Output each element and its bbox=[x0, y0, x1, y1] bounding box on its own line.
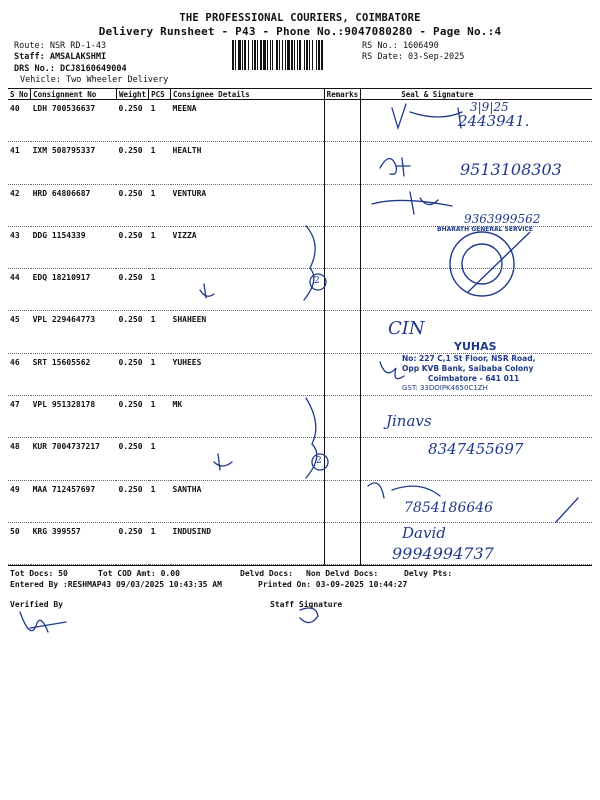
stamp-gst: GST: 33DOIPK4650C1ZH bbox=[402, 384, 488, 392]
row-consignee: INDUSIND bbox=[171, 522, 325, 564]
total-cod: Tot COD Amt: 0.00 bbox=[98, 569, 180, 578]
staff: Staff: AMSALAKSHMI bbox=[14, 52, 107, 62]
handwriting-50-name: David bbox=[402, 524, 446, 542]
row-pcs: 1 bbox=[149, 396, 171, 438]
delivered-docs: Delvd Docs: bbox=[240, 569, 293, 578]
row-consignment: EDQ 18210917 bbox=[31, 269, 117, 311]
verified-signature bbox=[20, 612, 66, 632]
entered-by: Entered By :RESHMAP43 09/03/2025 10:43:35 AM bbox=[10, 580, 222, 589]
handwriting-48-phone: 8347455697 bbox=[428, 440, 524, 458]
row-consignee: SANTHA bbox=[171, 480, 325, 522]
col-seal: Seal & Signature bbox=[361, 89, 592, 100]
row-weight: 0.250 bbox=[116, 353, 148, 395]
verified-by: Verified By bbox=[10, 600, 63, 609]
row-sno: 47 bbox=[8, 396, 31, 438]
row-weight: 0.250 bbox=[116, 184, 148, 226]
row-consignment: HRD 64806687 bbox=[31, 184, 117, 226]
vehicle: Vehicle: Two Wheeler Delivery bbox=[20, 75, 169, 85]
staff-signature-mark bbox=[300, 608, 318, 623]
row-consignment: LDH 700536637 bbox=[31, 100, 117, 142]
row-sno: 42 bbox=[8, 184, 31, 226]
row-sno: 44 bbox=[8, 269, 31, 311]
row-weight: 0.250 bbox=[116, 226, 148, 268]
row-weight: 0.250 bbox=[116, 311, 148, 353]
handwriting-40-phone: 2443941. bbox=[458, 112, 530, 130]
row-consignee: YUHEES bbox=[171, 353, 325, 395]
stamp-title: YUHAS bbox=[454, 340, 497, 353]
row-sno: 40 bbox=[8, 100, 31, 142]
slash-49 bbox=[556, 498, 578, 522]
row-pcs: 1 bbox=[149, 522, 171, 564]
row-consignment: VPL 951328178 bbox=[31, 396, 117, 438]
row-consignment: DDG 1154339 bbox=[31, 226, 117, 268]
handwriting-47: Jinavs bbox=[386, 412, 432, 430]
stamp-address-1: No: 227 C,1 St Floor, NSR Road, bbox=[402, 354, 536, 363]
mark-44 bbox=[200, 284, 214, 298]
col-consignee: Consignee Details bbox=[171, 89, 325, 100]
row-sno: 48 bbox=[8, 438, 31, 480]
rs-number: RS No.: 1606490 bbox=[362, 41, 439, 51]
row-pcs: 1 bbox=[149, 184, 171, 226]
col-weight: Weight bbox=[116, 89, 148, 100]
row-weight: 0.250 bbox=[116, 522, 148, 564]
drs-number: DRS No.: DCJ8160649004 bbox=[14, 64, 127, 74]
row-sno: 41 bbox=[8, 142, 31, 184]
row-weight: 0.250 bbox=[116, 142, 148, 184]
row-consignment: SRT 15605562 bbox=[31, 353, 117, 395]
round-stamp-text: BHARATH GENERAL SERVICE bbox=[437, 226, 533, 233]
signature-41 bbox=[380, 158, 410, 176]
handwriting-49-phone: 7854186646 bbox=[404, 500, 494, 516]
row-weight: 0.250 bbox=[116, 396, 148, 438]
row-consignee: HEALTH bbox=[171, 142, 325, 184]
row-consignment: MAA 712457697 bbox=[31, 480, 117, 522]
non-delivered-docs: Non Delvd Docs: bbox=[306, 569, 379, 578]
staff-signature: Staff Signature bbox=[270, 600, 343, 609]
total-docs: Tot Docs: 50 bbox=[10, 569, 68, 578]
row-consignee: SHAHEEN bbox=[171, 311, 325, 353]
row-weight: 0.250 bbox=[116, 480, 148, 522]
delivery-points: Delvy Pts: bbox=[404, 569, 453, 578]
row-consignee: VIZZA bbox=[171, 226, 325, 268]
rs-date: RS Date: 03-Sep-2025 bbox=[362, 52, 465, 62]
row-weight: 0.250 bbox=[116, 269, 148, 311]
row-consignment: KUR 7004737217 bbox=[31, 438, 117, 480]
col-remarks: Remarks bbox=[324, 89, 361, 100]
row-consignee: MK bbox=[171, 396, 325, 438]
stamp-address-2: Opp KVB Bank, Saibaba Colony bbox=[402, 364, 534, 373]
col-sno: S No bbox=[8, 89, 31, 100]
bracket-47-48 bbox=[306, 398, 317, 478]
stamp-address-3: Coimbatore - 641 011 bbox=[428, 374, 520, 383]
row-pcs: 1 bbox=[149, 142, 171, 184]
route: Route: NSR RD-1-43 bbox=[14, 41, 107, 51]
row-consignment: KRG 399557 bbox=[31, 522, 117, 564]
signature-42 bbox=[372, 192, 452, 214]
row-pcs: 1 bbox=[149, 311, 171, 353]
row-weight: 0.250 bbox=[116, 438, 148, 480]
row-weight: 0.250 bbox=[116, 100, 148, 142]
signature-49 bbox=[368, 483, 440, 498]
handwriting-40-date: 3|9|25 bbox=[470, 100, 509, 114]
row-sno: 50 bbox=[8, 522, 31, 564]
handwriting-41-phone: 9513108303 bbox=[460, 160, 562, 179]
col-pcs: PCS bbox=[149, 89, 171, 100]
row-pcs: 1 bbox=[149, 269, 171, 311]
round-stamp-label bbox=[437, 226, 533, 300]
row-consignee: VENTURA bbox=[171, 184, 325, 226]
row-pcs: 1 bbox=[149, 480, 171, 522]
row-sno: 46 bbox=[8, 353, 31, 395]
row-consignee: MEENA bbox=[171, 100, 325, 142]
handwriting-42-phone: 9363999562 bbox=[464, 212, 541, 226]
company-name: THE PROFESSIONAL COURIERS, COIMBATORE bbox=[179, 12, 421, 24]
signature-40 bbox=[392, 104, 462, 128]
runsheet-title: Delivery Runsheet - P43 - Phone No.:9047080280 - Page No.:4 bbox=[98, 25, 502, 38]
printed-on: Printed On: 03-09-2025 10:44:27 bbox=[258, 580, 408, 589]
handwriting-50-phone: 9994994737 bbox=[392, 544, 494, 563]
row-consignment: IXM 508795337 bbox=[31, 142, 117, 184]
yuhas-stamp bbox=[388, 340, 548, 396]
row-sno: 43 bbox=[8, 226, 31, 268]
row-consignment: VPL 229464773 bbox=[31, 311, 117, 353]
handwriting-45: CIN bbox=[388, 318, 425, 339]
row-pcs: 1 bbox=[149, 226, 171, 268]
mark-48 bbox=[214, 454, 232, 470]
bracket-44-label: 2 bbox=[314, 276, 320, 286]
row-pcs: 1 bbox=[149, 353, 171, 395]
col-consignment: Consignment No bbox=[31, 89, 117, 100]
row-pcs: 1 bbox=[149, 438, 171, 480]
row-sno: 49 bbox=[8, 480, 31, 522]
bracket-48-label: 2 bbox=[316, 456, 322, 466]
row-pcs: 1 bbox=[149, 100, 171, 142]
row-sno: 45 bbox=[8, 311, 31, 353]
